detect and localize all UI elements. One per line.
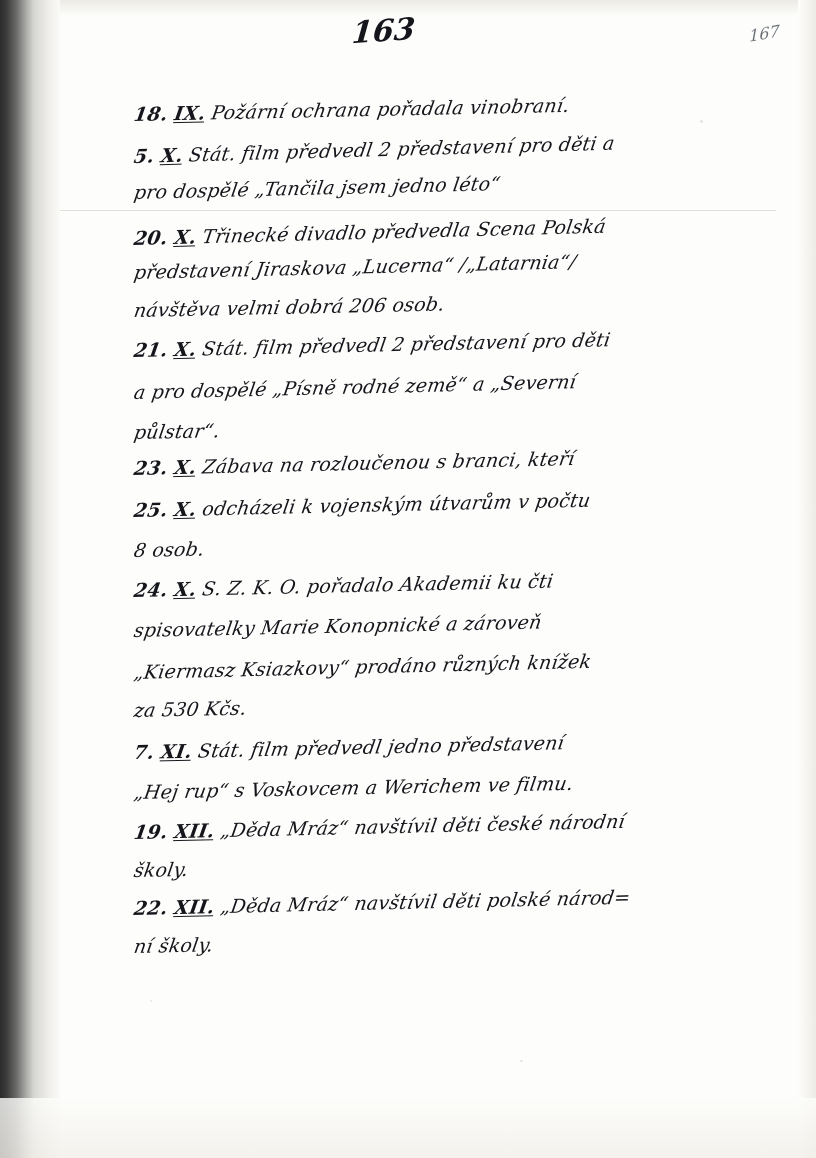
entry-text: „Hej rup“ s Voskovcem a Werichem ve filmu.: [132, 772, 575, 805]
entry-text: návštěva velmi dobrá 206 osob.: [132, 293, 447, 323]
entry-text: Třinecké divadlo předvedla Scena Polská: [200, 215, 608, 249]
chronicle-entry-line: [132, 698, 248, 722]
entry-text: pro dospělé „Tančila jsem jedno léto“: [132, 173, 502, 205]
chronicle-entry-line: [132, 448, 576, 480]
entry-text: Stát. film předvedl 2 představení pro děti: [200, 329, 612, 361]
entry-date-month-roman: XI.: [159, 740, 194, 764]
entry-date: 7. XI.: [132, 740, 194, 765]
entry-text: Zábava na rozloučenou s branci, kteří: [200, 447, 577, 479]
page-number: 163: [350, 11, 417, 52]
entry-text: S. Z. K. O. pořadalo Akademii ku čti: [200, 570, 555, 601]
corner-page-number: 167: [749, 21, 780, 46]
entry-date: 22. XII.: [132, 896, 217, 921]
entry-text: a pro dospělé „Písně rodné země“ a „Severní: [132, 371, 578, 405]
entry-date: 20. X.: [132, 226, 198, 251]
entry-date: 25. X.: [132, 498, 198, 523]
entry-text: spisovatelky Marie Konopnické a zároveň: [132, 611, 544, 643]
chronicle-entry-line: [132, 133, 616, 169]
chronicle-entry-line: [132, 95, 571, 126]
entry-text: 8 osob.: [132, 538, 207, 563]
entry-text: školy.: [132, 858, 190, 883]
chronicle-entry-line: [132, 371, 577, 404]
entry-date-month-roman: X.: [159, 144, 185, 168]
entry-date: 5. X.: [132, 144, 185, 169]
entry-text: „Kiermasz Ksiazkovy“ prodáno různých knížek: [132, 650, 593, 685]
entry-date: 21. X.: [132, 338, 198, 363]
entry-text: půlstar“.: [132, 420, 222, 445]
entry-date-month-roman: X.: [172, 578, 198, 602]
entry-date-month-roman: XII.: [172, 820, 217, 844]
chronicle-entry-line: [132, 859, 190, 882]
chronicle-entry-line: [132, 611, 543, 642]
entry-text: představení Jiraskova „Lucerna“ /„Latarnia“/: [132, 251, 578, 285]
chronicle-entry-line: [132, 329, 612, 362]
chronicle-entry-line: [132, 570, 555, 602]
entry-text: Stát. film předvedl jedno představení: [196, 732, 566, 763]
entry-date: 24. X.: [132, 578, 198, 603]
chronicle-entry-line: [132, 934, 215, 958]
entry-date-month-roman: IX.: [172, 102, 208, 126]
chronicle-entry-line: [132, 651, 593, 684]
entry-date: 23. X.: [132, 456, 198, 481]
chronicle-entry-line: [132, 773, 575, 804]
entry-text: „Děda Mráz“ navštívil děti české národní: [218, 810, 627, 843]
chronicle-entry-line: [132, 420, 221, 444]
chronicle-entry-line: [132, 732, 565, 764]
chronicle-entry-line: [132, 811, 626, 844]
chronicle-entry-line: [132, 538, 206, 562]
entry-text: za 530 Kčs.: [132, 697, 249, 723]
chronicle-entry-line: [132, 887, 632, 920]
entry-date-month-roman: X.: [172, 338, 198, 362]
entry-text: ní školy.: [132, 934, 215, 959]
entry-date: 18. IX.: [132, 102, 208, 127]
entry-date-month-roman: X.: [172, 456, 198, 480]
chronicle-entry-line: [132, 216, 607, 250]
chronicle-entry-line: [132, 490, 592, 522]
chronicle-entry-line: [132, 251, 578, 284]
entry-date-month-roman: X.: [172, 226, 198, 249]
entry-date-month-roman: X.: [172, 498, 198, 522]
entry-text: Požární ochrana pořadala vinobraní.: [209, 94, 572, 125]
entry-text: odcházeli k vojenským útvarům v počtu: [200, 489, 593, 521]
entry-text: Stát. film předvedl 2 představení pro děti a: [187, 132, 617, 167]
entry-date-month-roman: XII.: [172, 896, 217, 920]
chronicle-entry-line: [132, 173, 502, 204]
chronicle-entry-line: [132, 293, 446, 322]
entry-date: 19. XII.: [132, 820, 217, 845]
entry-text: „Děda Mráz“ navštívil děti polské národ=: [218, 886, 632, 919]
